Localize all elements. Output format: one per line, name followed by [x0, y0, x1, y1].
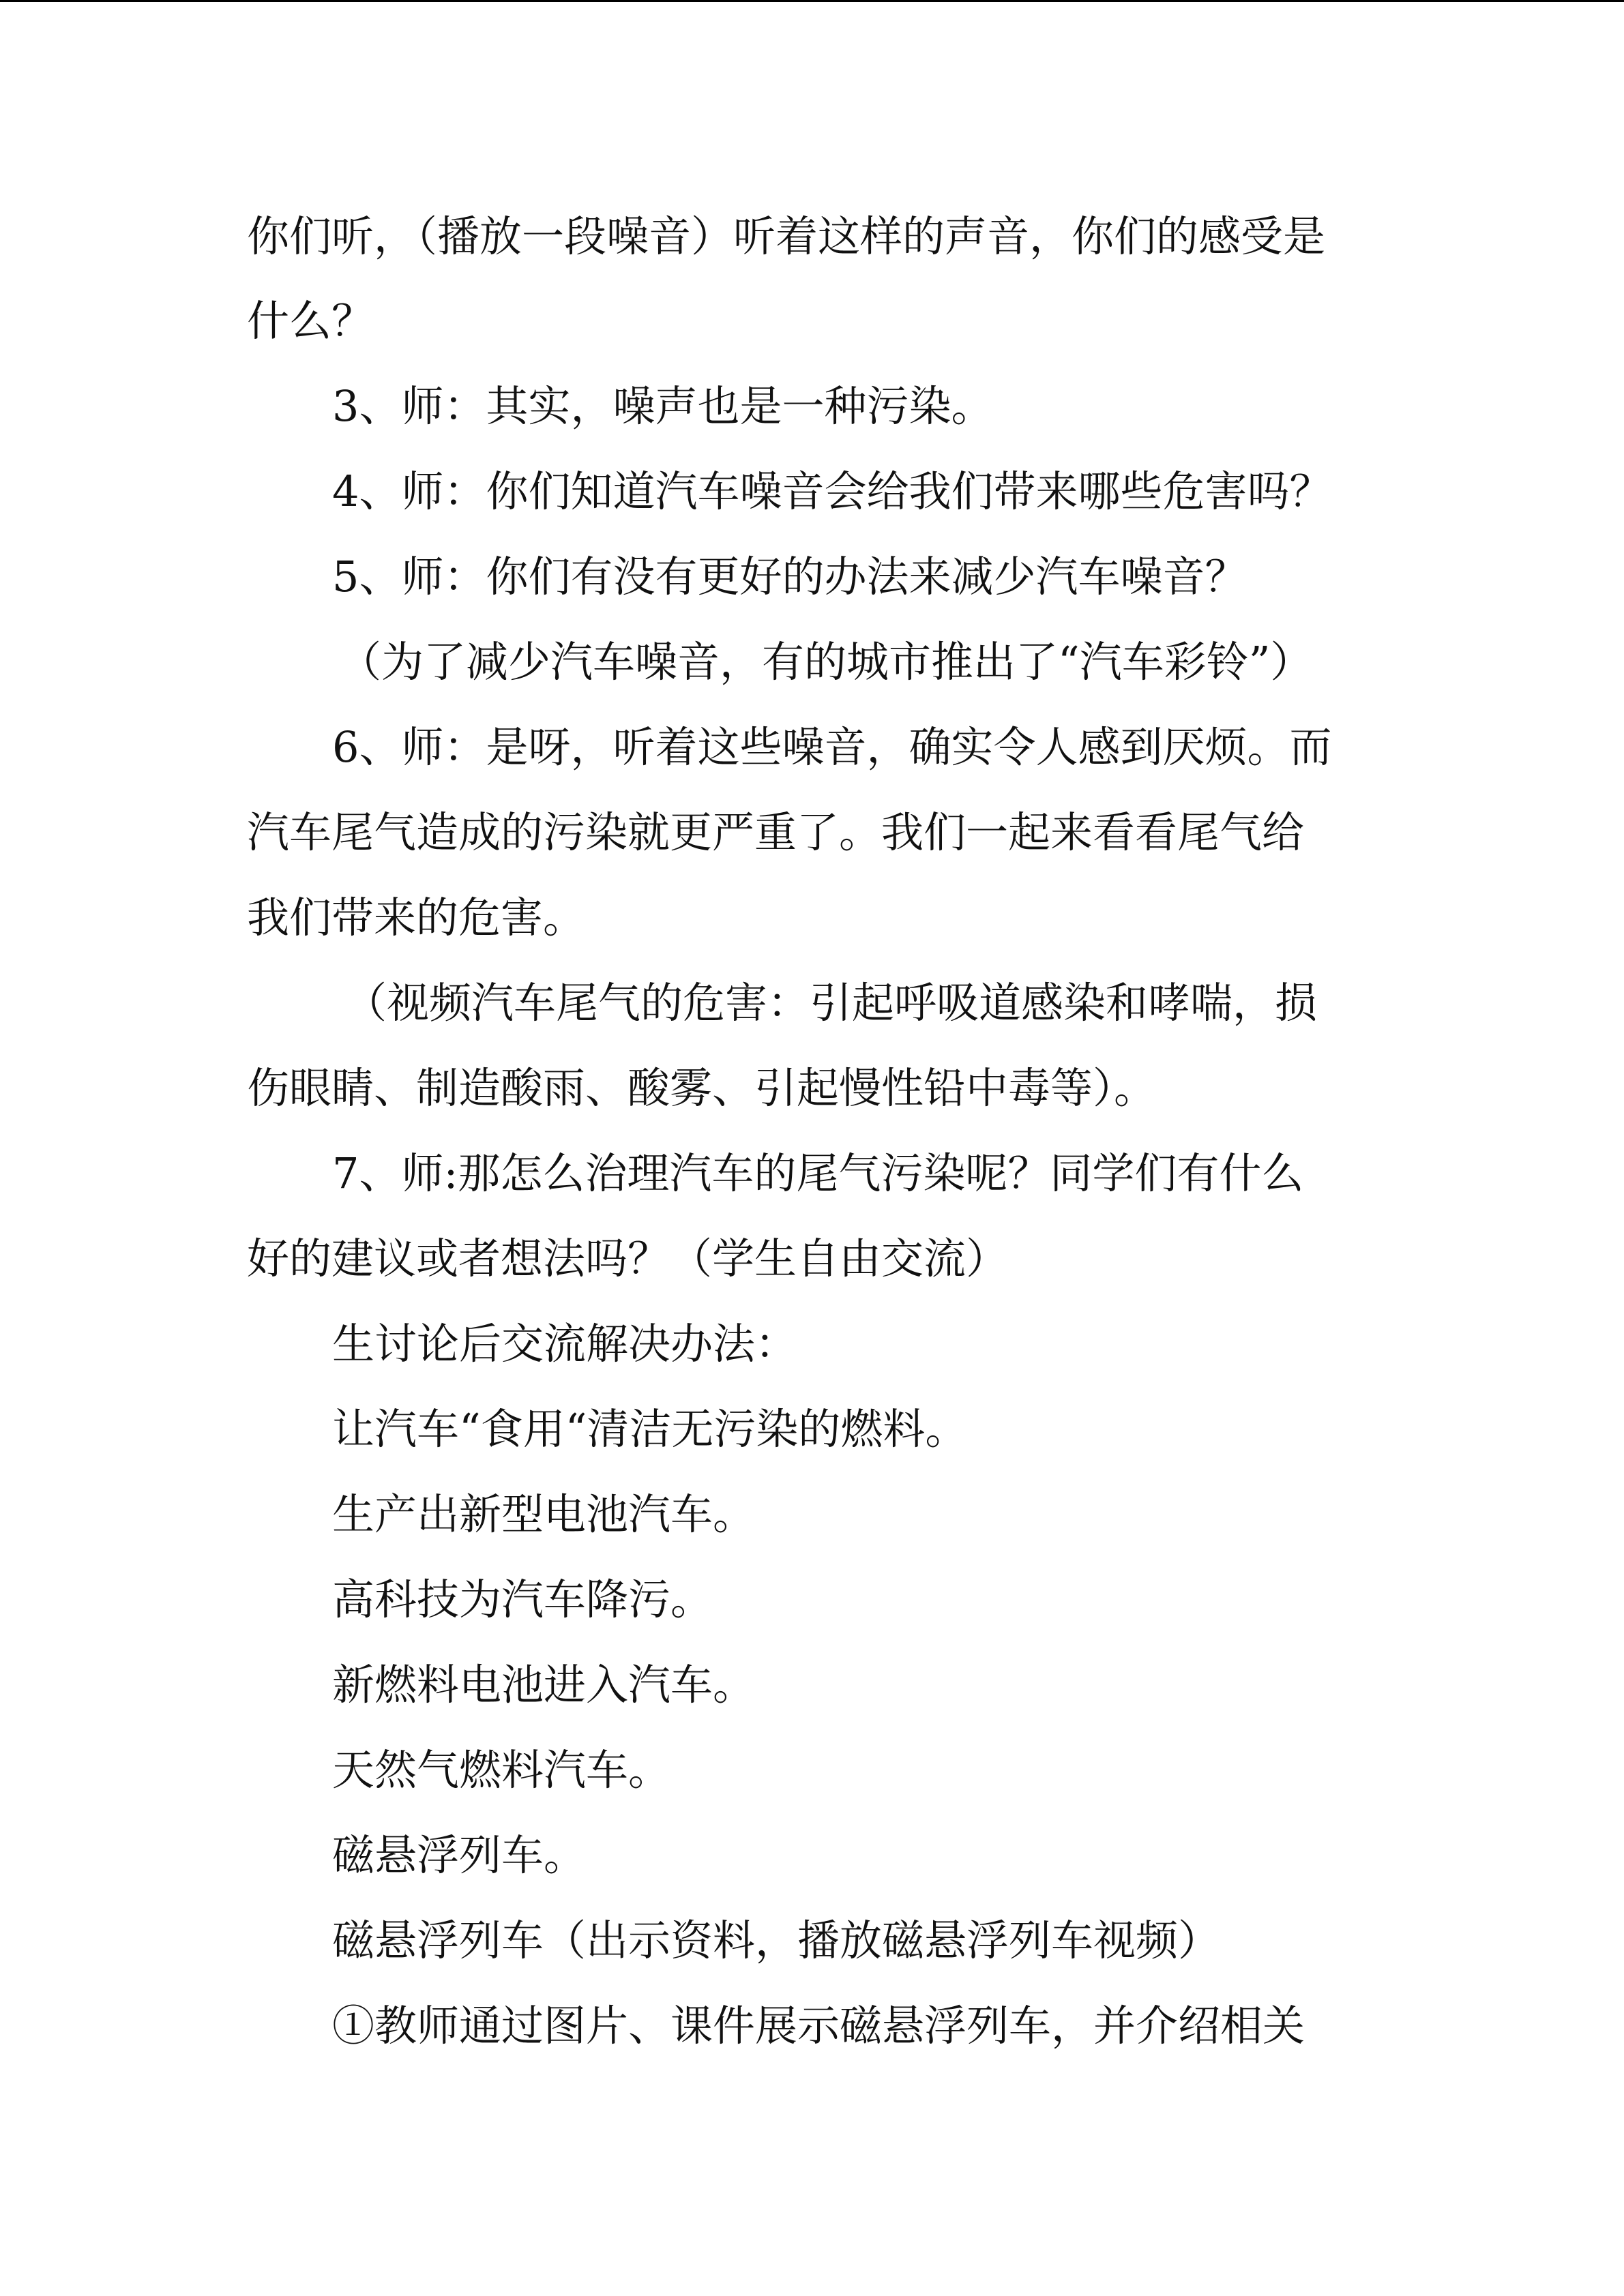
text-line: 新燃料电池进入汽车。 — [332, 1660, 756, 1710]
text-line: （视频汽车尾气的危害：引起呼吸道感染和哮喘，损 — [344, 978, 1318, 1028]
text-line: ①教师通过图片、课件展示磁悬浮列车，并介绍相关 — [332, 2001, 1305, 2051]
text-line: 生产出新型电池汽车。 — [332, 1489, 756, 1539]
text-line: 我们带来的危害。 — [247, 893, 586, 942]
text-line: 4、师：你们知道汽车噪音会给我们带来哪些危害吗？ — [332, 466, 1332, 516]
text-line: 3、师：其实，噪声也是一种污染。 — [332, 381, 994, 431]
text-line: 汽车尾气造成的污染就更严重了。我们一起来看看尾气给 — [247, 807, 1305, 857]
text-line: 让汽车“食用“清洁无污染的燃料。 — [332, 1404, 968, 1454]
text-line: 好的建议或者想法吗？（学生自由交流） — [247, 1234, 1009, 1283]
text-line: 高科技为汽车降污。 — [332, 1575, 713, 1624]
text-line: 6、师：是呀，听着这些噪音，确实令人感到厌烦。而 — [332, 722, 1332, 772]
text-line: 磁悬浮列车。 — [332, 1830, 587, 1880]
text-line: 生讨论后交流解决办法： — [332, 1319, 798, 1369]
text-line: 你们听，（播放一段噪音）听着这样的声音，你们的感受是 — [247, 211, 1326, 261]
text-line: （为了减少汽车噪音，有的城市推出了“汽车彩铃”） — [339, 637, 1313, 687]
page-top-border — [0, 0, 1624, 2]
text-line: 天然气燃料汽车。 — [332, 1745, 671, 1795]
text-line: 7、师:那怎么治理汽车的尾气污染呢？同学们有什么 — [332, 1148, 1304, 1198]
text-line: 5、师：你们有没有更好的办法来减少汽车噪音？ — [332, 552, 1247, 601]
text-line: 伤眼睛、制造酸雨、酸雾、引起慢性铅中毒等）。 — [247, 1063, 1157, 1113]
text-line: 磁悬浮列车（出示资料，播放磁悬浮列车视频） — [332, 1915, 1221, 1965]
text-line: 什么？ — [247, 296, 374, 346]
